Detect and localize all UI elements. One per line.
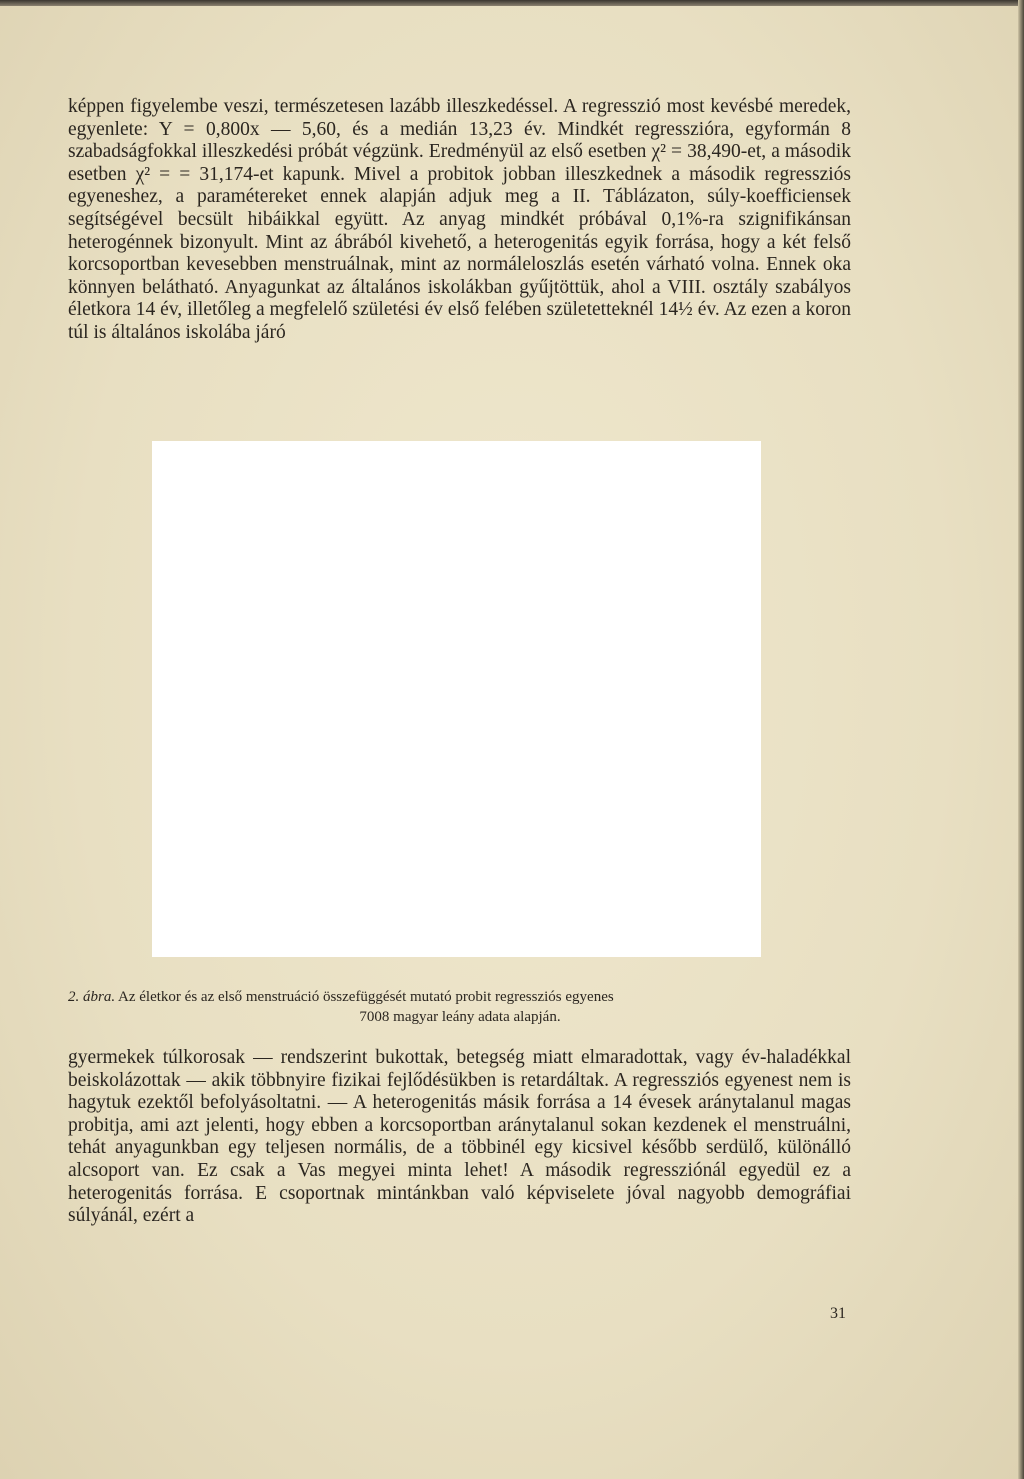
figure-caption-label: 2. ábra. bbox=[68, 989, 116, 1005]
page-number: 31 bbox=[830, 1305, 846, 1322]
bottom-paragraph bbox=[68, 1047, 851, 1228]
bottom-paragraph-text: gyermekek túlkorosak — rendszerint bukottak, betegség miatt elmaradottak, vagy év-haladékkal beiskolázottak — akik többnyire fizikai fejlődésükben is retardáltak. A regressziós egyenest nem is hagytuk ezektől befolyásoltatni. — A heterogenitás másik forrása a 14 évesek aránytalanul magas probitja, ami azt jelenti, hogy ebben a korcsoportban aránytalanul sokan kezdenek el menstruálni, tehát anyagunkban egy teljesen normális, de a többinél egy kicsivel később serdülő, különálló alcsoport van. Ez csak a Vas megyei minta lehet! A második regressziónál egyedül ez a heterogenitás forrása. E csoportnak mintánkban való képviselete jóval nagyobb demográfiai súlyánál, ezért a bbox=[68, 1047, 851, 1227]
top-paragraph-text: képpen figyelembe veszi, természetesen lazább illeszkedéssel. A regresszió most kevésbé meredek, egyenlete: Y = 0,800x — 5,60, és a medián 13,23 év. Mindkét regresszióra, egyformán 8 szabadságfokkal illeszkedési próbát végzünk. Eredményül az első esetben χ² = 38,490-et, a második esetben χ² = = 31,174-et kapunk. Mivel a probitok jobban illeszkednek a második regressziós egyeneshez, a paramétereket ennek alapján adjuk meg a II. Táblázaton, súly-koefficiensek segítségével becsült hibáikkal együtt. Az anyag mindkét próbával 0,1%-ra szignifikánsan heterogénnek bizonyult. Mint az ábrából kivehető, a heterogenitás egyik forrása, hogy a két felső korcsoportban kevesebben menstruálnak, mint az normáleloszlás esetén várható volna. Ennek oka könnyen belátható. Anyagunkat az általános iskolákban gyűjtöttük, ahol a VIII. osztály szabályos életkora 14 év, illetőleg a megfelelő születési év első felében születetteknél 14½ év. Az ezen a koron túl is általános iskolába járó bbox=[68, 96, 851, 343]
top-paragraph bbox=[68, 96, 851, 345]
page-edge-right bbox=[1018, 0, 1024, 1479]
figure-image-placeholder bbox=[152, 441, 761, 957]
figure-caption-line2: 7008 magyar leány adata alapján. bbox=[359, 1009, 561, 1025]
figure-caption-line1: Az életkor és az első menstruáció összefüggését mutató probit regressziós egyenes bbox=[118, 989, 614, 1005]
figure-caption bbox=[60, 987, 860, 1027]
page-edge-top bbox=[0, 0, 1024, 6]
